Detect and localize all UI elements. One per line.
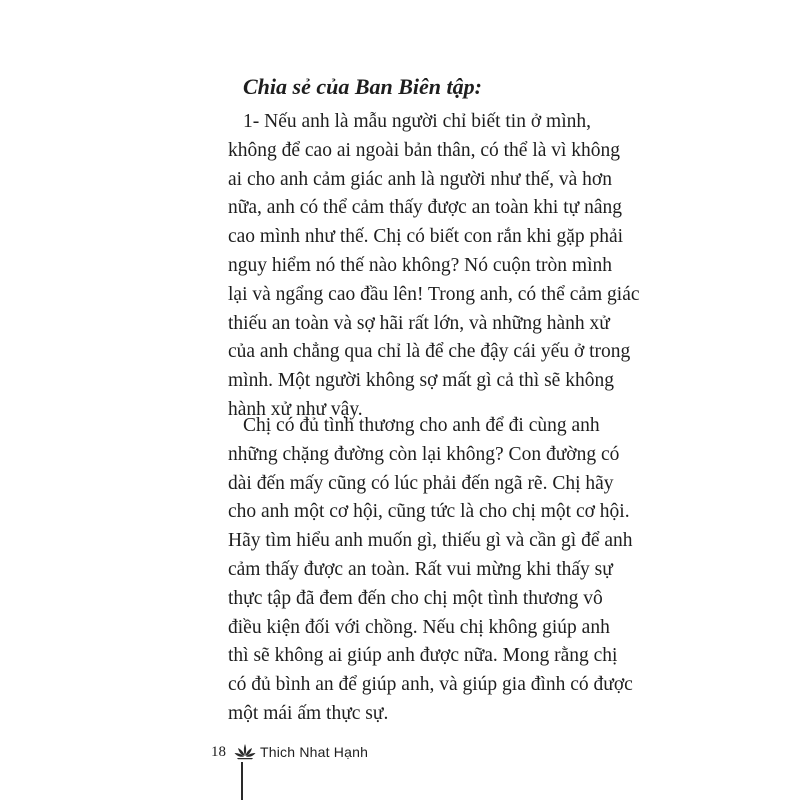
paragraph-1 <box>228 108 640 425</box>
page-number: 18 <box>211 743 226 760</box>
text-line: thực tập đã đem đến cho chị một tình thương vô <box>228 587 603 609</box>
page-footer <box>211 740 368 764</box>
paragraph-2 <box>228 412 633 729</box>
text-line: thiếu an toàn và sợ hãi rất lớn, và những hành xử <box>228 312 610 334</box>
text-line: những chặng đường còn lại không? Con đường có <box>228 443 620 465</box>
text-line: 1- Nếu anh là mẫu người chỉ biết tin ở mình, <box>243 111 592 132</box>
footer-divider <box>241 762 243 800</box>
lotus-icon <box>234 742 256 762</box>
text-line: nữa, anh có thể cảm thấy được an toàn khi tự nâng <box>228 197 622 219</box>
text-line: có đủ bình an để giúp anh, và giúp gia đình có được <box>228 674 633 696</box>
text-line: hành xử như vậy. <box>228 398 363 420</box>
text-line: nguy hiểm nó thế nào không? Nó cuộn tròn mình <box>228 254 612 276</box>
text-line: cho anh một cơ hội, cũng tức là cho chị một cơ hội. <box>228 501 630 523</box>
text-line: cao mình như thế. Chị có biết con rắn khi gặp phải <box>228 226 624 248</box>
text-line: không để cao ai ngoài bản thân, có thể là vì không <box>228 139 621 161</box>
text-line: Chị có đủ tình thương cho anh để đi cùng anh <box>243 415 600 436</box>
text-line: Hãy tìm hiểu anh muốn gì, thiếu gì và cần gì để anh <box>228 530 633 552</box>
text-line: của anh chẳng qua chỉ là để che đậy cái yếu ở trong <box>228 341 631 363</box>
text-line: một mái ấm thực sự. <box>228 702 389 724</box>
section-heading: Chia sẻ của Ban Biên tập: <box>243 74 482 99</box>
text-line: cảm thấy được an toàn. Rất vui mừng khi thấy sự <box>228 558 613 580</box>
text-line: điều kiện đối với chồng. Nếu chị không giúp anh <box>228 616 610 638</box>
author-name: Thich Nhat Hạnh <box>260 744 369 760</box>
text-line: thì sẽ không ai giúp anh được nữa. Mong rằng chị <box>228 645 618 667</box>
text-line: mình. Một người không sợ mất gì cả thì sẽ không <box>228 370 614 392</box>
text-line: lại và ngẩng cao đầu lên! Trong anh, có thể cảm giác <box>228 283 640 305</box>
text-line: dài đến mấy cũng có lúc phải đến ngã rẽ. Chị hãy <box>228 472 614 494</box>
text-line: ai cho anh cảm giác anh là người như thế, và hơn <box>228 168 612 190</box>
